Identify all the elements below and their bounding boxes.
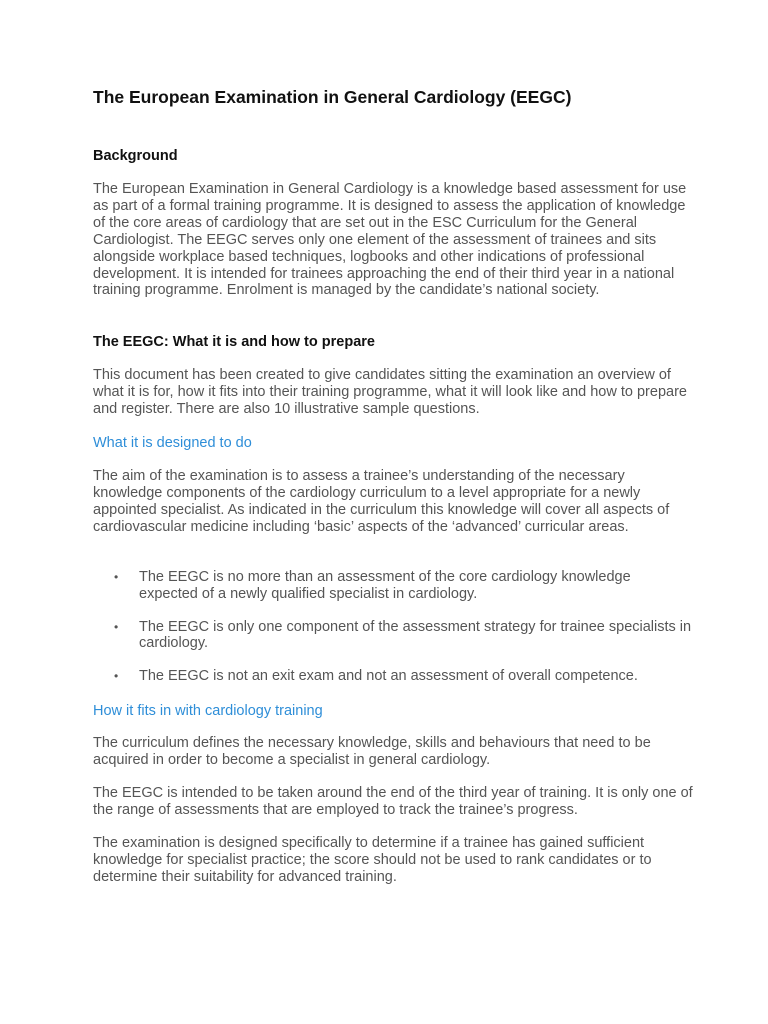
bullet-icon: •: [114, 669, 119, 684]
list-item: [93, 619, 693, 653]
bullet-icon: •: [114, 619, 119, 634]
list-item: [93, 569, 693, 603]
designed-bullet-list: [93, 569, 693, 686]
bullet-text: The EEGC is only one component of the assessment strategy for trainee specialists in cardiology.: [139, 618, 692, 652]
bullet-text: The EEGC is no more than an assessment of the core cardiology knowledge expected of a newly qualified specialist in cardiology.: [139, 568, 631, 602]
document-page: [93, 86, 693, 886]
prepare-heading: The EEGC: What it is and how to prepare: [93, 334, 375, 351]
training-heading: How it fits in with cardiology training: [93, 703, 323, 720]
document-title: The European Examination in General Cardiology (EEGC): [93, 87, 572, 107]
background-heading: Background: [93, 148, 178, 164]
bullet-icon: •: [114, 569, 119, 584]
designed-paragraph: The aim of the examination is to assess a trainee’s understanding of the necessary knowledge components of the cardiology curriculum to a level appropriate for a newly appointed specialist. As indicated in the curriculum this knowledge will cover all aspects of cardiovascular medicine including ‘basic’ aspects of the ‘advanced’ curricular areas.: [93, 468, 670, 535]
designed-heading: What it is designed to do: [93, 435, 252, 452]
bullet-text: The EEGC is not an exit exam and not an assessment of overall competence.: [139, 668, 638, 685]
training-paragraph-1: The curriculum defines the necessary knowledge, skills and behaviours that need to be acquired in order to become a specialist in general cardiology.: [93, 735, 651, 769]
training-paragraph-3: The examination is designed specifically to determine if a trainee has gained sufficient knowledge for specialist practice; the score should not be used to rank candidates or to determine their suitability for advanced training.: [93, 834, 652, 885]
background-paragraph: The European Examination in General Cardiology is a knowledge based assessment for use as part of a formal training programme. It is designed to assess the application of knowledge of the core areas of cardiology that are set out in the ESC Curriculum for the General Cardiologist. The EEGC serves only one element of the assessment of trainees and sits alongside workplace based techniques, logbooks and other indications of professional development. It is intended for trainees approaching the end of their third year in a national training programme. Enrolment is managed by the candidate’s national society.: [93, 181, 687, 299]
list-item: [93, 668, 693, 685]
prepare-paragraph: This document has been created to give candidates sitting the examination an overview of what it is for, how it fits into their training programme, what it will look like and how to prepare and register. There are also 10 illustrative sample questions.: [93, 367, 687, 418]
training-paragraph-2: The EEGC is intended to be taken around the end of the third year of training. It is only one of the range of assessments that are employed to track the trainee’s progress.: [93, 785, 693, 818]
